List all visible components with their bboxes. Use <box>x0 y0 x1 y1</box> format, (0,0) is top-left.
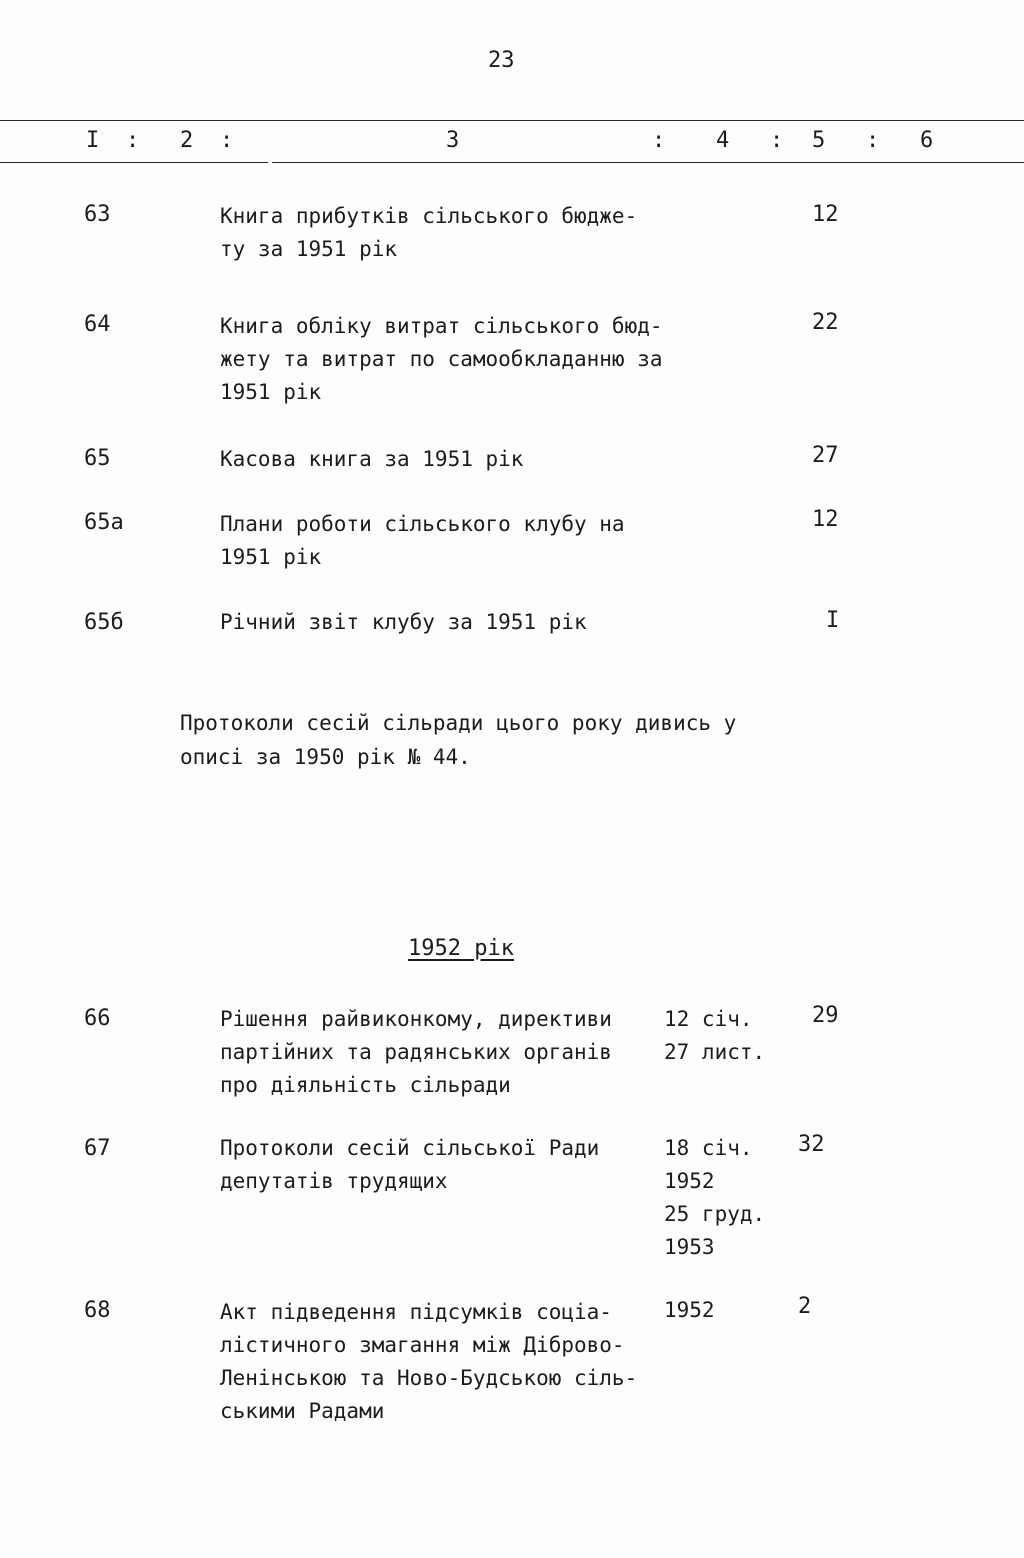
column-separator: : <box>770 128 784 153</box>
entry-sheet-count: 22 <box>812 310 839 335</box>
entry-number: 63 <box>84 202 111 227</box>
column-header-6: 6 <box>920 128 934 153</box>
entry-number: 65б <box>84 610 124 635</box>
entry-title: Протоколи сесій сільської Ради депутатів трудящих <box>220 1136 600 1193</box>
section-heading-year: 1952 рік <box>408 936 514 961</box>
column-header-5: 5 <box>812 128 826 153</box>
entry-number: 68 <box>84 1298 111 1323</box>
column-header-1: I <box>86 128 100 153</box>
entry-number: 64 <box>84 312 111 337</box>
column-separator: : <box>652 128 666 153</box>
table-top-rule <box>0 120 1024 121</box>
entry-sheet-count: 12 <box>812 507 839 532</box>
entry-title: Плани роботи сільського клубу на 1951 рік <box>220 512 625 569</box>
entry-number: 67 <box>84 1136 111 1161</box>
page-number: 23 <box>488 48 515 73</box>
entry-date-range: 12 січ. 27 лист. <box>664 1007 766 1064</box>
cross-reference-note: Протоколи сесій сільради цього року дивись у описі за 1950 рік № 44. <box>180 711 737 769</box>
entry-title: Рішення райвиконкому, директиви партійних та радянських органів про діяльність сільради <box>220 1007 612 1097</box>
table-header-rule <box>0 162 268 163</box>
entry-title: Книга обліку витрат сільського бюд- жету та витрат по самообкладанню за 1951 рік <box>220 314 663 404</box>
column-header-2: 2 <box>180 128 194 153</box>
entry-title: Книга прибутків сільського бюдже- ту за 1951 рік <box>220 204 638 261</box>
entry-sheet-count: 32 <box>798 1132 825 1157</box>
column-header-3: 3 <box>446 128 460 153</box>
column-separator: : <box>220 128 234 153</box>
entry-title: Акт підведення підсумків соціа- лістичного змагання між Діброво- Ленінською та Ново-Будською сіль- ськими Радами <box>220 1300 638 1423</box>
entry-number: 65а <box>84 510 124 535</box>
entry-title: Касова книга за 1951 рік <box>220 447 524 471</box>
entry-date-range: 1952 <box>664 1298 715 1322</box>
table-header-rule <box>272 162 1024 163</box>
entry-title: Річний звіт клубу за 1951 рік <box>220 610 587 634</box>
entry-sheet-count: 12 <box>812 202 839 227</box>
column-header-4: 4 <box>716 128 730 153</box>
entry-sheet-count: 29 <box>812 1003 839 1028</box>
entry-number: 65 <box>84 446 111 471</box>
entry-date-range: 18 січ. 1952 25 груд. 1953 <box>664 1136 766 1259</box>
column-separator: : <box>866 128 880 153</box>
entry-sheet-count: 27 <box>812 443 839 468</box>
entry-sheet-count: I <box>826 608 840 633</box>
column-separator: : <box>126 128 140 153</box>
entry-number: 66 <box>84 1006 111 1031</box>
entry-sheet-count: 2 <box>798 1294 812 1319</box>
